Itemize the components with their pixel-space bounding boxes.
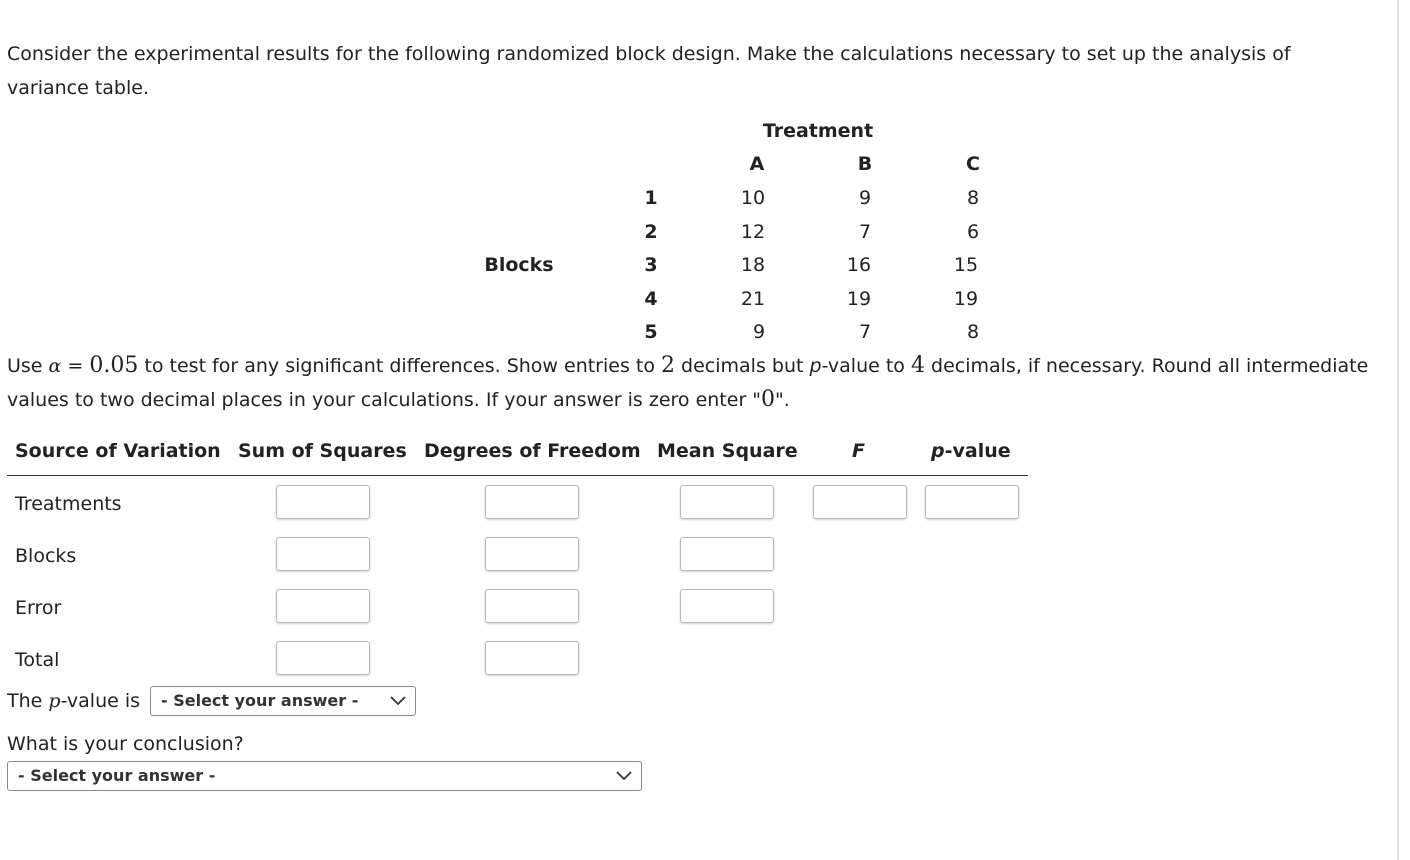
column-header-b: B [857, 153, 873, 175]
treatments-p-value-input[interactable] [925, 485, 1019, 519]
instructions-line-2 [7, 383, 790, 417]
conclusion-select[interactable] [7, 761, 642, 791]
instr-text: decimals, if necessary. Round all intermediate [924, 355, 1369, 377]
error-ms-input[interactable] [680, 589, 774, 623]
instr-text: values to two decimal places in your calculations. If your answer is zero enter " [7, 389, 762, 411]
value-cell: 8 [966, 187, 980, 209]
instr-text: -value to [821, 355, 911, 377]
p-value-question [7, 684, 140, 718]
p-italic: p [48, 690, 61, 712]
intro-line-2: variance table. [7, 77, 149, 99]
instr-text: Use [7, 355, 49, 377]
value-cell: 19 [953, 288, 979, 310]
treatments-f-input[interactable] [813, 485, 907, 519]
treatments-ms-input[interactable] [680, 485, 774, 519]
row-label-treatments: Treatments [15, 493, 122, 515]
value-cell: 10 [740, 187, 766, 209]
column-header-a: A [749, 153, 765, 175]
instructions-line-1 [7, 349, 1368, 383]
p-italic: p [931, 440, 945, 462]
value-cell: 15 [953, 254, 979, 276]
value-cell: 12 [740, 221, 766, 243]
block-number: 4 [644, 288, 658, 310]
row-label-total: Total [15, 649, 60, 671]
instr-text: ". [775, 389, 790, 411]
blocks-label: Blocks [484, 254, 554, 276]
instr-text: to test for any significant differences. Show entries to [138, 355, 662, 377]
total-df-input[interactable] [485, 641, 579, 675]
header-sum-of-squares: Sum of Squares [238, 440, 407, 462]
value-cell: 18 [740, 254, 766, 276]
conclusion-select-value: - Select your answer - [18, 766, 216, 785]
header-f: F [852, 440, 865, 462]
block-number: 3 [644, 254, 658, 276]
value-cell: 6 [966, 221, 980, 243]
alpha-symbol: α [48, 355, 62, 377]
instr-text: decimals but [675, 355, 810, 377]
page-right-border [1397, 0, 1399, 860]
value-cell: 9 [858, 187, 872, 209]
header-source: Source of Variation [15, 440, 221, 462]
zero-value: 0 [761, 387, 776, 412]
row-label-error: Error [15, 597, 62, 619]
pq-suffix: -value is [60, 690, 141, 712]
p-value-select-value: - Select your answer - [161, 691, 359, 710]
block-number: 2 [644, 221, 658, 243]
treatments-ss-input[interactable] [276, 485, 370, 519]
value-cell: 21 [740, 288, 766, 310]
chevron-down-icon [387, 687, 409, 715]
blocks-df-input[interactable] [485, 537, 579, 571]
chevron-down-icon [613, 762, 635, 790]
row-label-blocks: Blocks [15, 545, 77, 567]
header-mean-square: Mean Square [657, 440, 798, 462]
error-ss-input[interactable] [276, 589, 370, 623]
treatments-df-input[interactable] [485, 485, 579, 519]
decimals-four: 4 [910, 353, 925, 378]
header-degrees-of-freedom: Degrees of Freedom [424, 440, 641, 462]
blocks-ms-input[interactable] [680, 537, 774, 571]
error-df-input[interactable] [485, 589, 579, 623]
value-cell: 9 [752, 321, 766, 343]
block-number: 1 [644, 187, 658, 209]
p-italic: p [809, 355, 822, 377]
value-cell: 8 [966, 321, 980, 343]
alpha-value: 0.05 [89, 353, 139, 378]
p-value-select[interactable] [150, 686, 416, 716]
blocks-ss-input[interactable] [276, 537, 370, 571]
value-cell: 19 [846, 288, 872, 310]
total-ss-input[interactable] [276, 641, 370, 675]
value-cell: 16 [846, 254, 872, 276]
treatment-header: Treatment [762, 120, 874, 142]
equals-sign: = [61, 355, 90, 377]
intro-line-1: Consider the experimental results for the following randomized block design. Make the calculations necessary to set up the analysis of [7, 43, 1291, 65]
decimals-two: 2 [661, 353, 676, 378]
header-p-rest: -value [944, 440, 1011, 462]
header-divider [7, 475, 1028, 476]
header-p-value [931, 436, 1011, 466]
value-cell: 7 [858, 221, 872, 243]
conclusion-question: What is your conclusion? [7, 733, 244, 755]
block-number: 5 [644, 321, 658, 343]
pq-prefix: The [7, 690, 49, 712]
column-header-c: C [966, 153, 980, 175]
value-cell: 7 [858, 321, 872, 343]
